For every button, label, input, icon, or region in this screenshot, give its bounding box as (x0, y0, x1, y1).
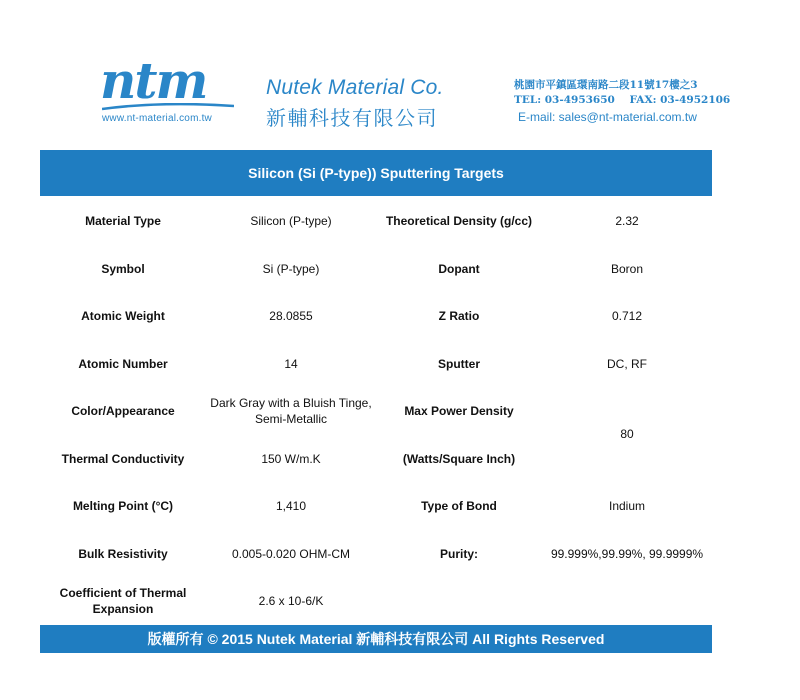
table-row (40, 249, 712, 289)
property-value: Indium (608, 499, 646, 513)
property-label: Z Ratio (438, 309, 480, 323)
property-value: Silicon (P-type) (250, 214, 332, 228)
logo-text: ntm (100, 51, 207, 110)
property-label: Color/Appearance (71, 404, 175, 418)
property-value: 0.005-0.020 OHM-CM (231, 547, 351, 561)
property-label: Material Type (85, 214, 161, 228)
contact-block (514, 78, 730, 108)
property-value: Dark Gray with a Bluish Tinge, Semi-Metallic (210, 396, 372, 426)
address: 桃園市平鎮區環南路二段11號17樓之3 (514, 79, 698, 91)
property-value: 0.712 (611, 309, 643, 323)
property-value: Si (P-type) (262, 262, 320, 276)
property-value: DC, RF (607, 357, 647, 371)
property-label (376, 581, 542, 621)
property-label: Dopant (438, 262, 480, 276)
property-label: Symbol (101, 262, 145, 276)
table-row (40, 201, 712, 241)
table-row (40, 344, 712, 384)
company-logo (100, 51, 240, 130)
table-row (40, 486, 712, 526)
tel-fax: TEL: 03-4953650 FAX: 03-4952106 (514, 94, 731, 106)
property-label: Theoretical Density (g/cc) (385, 214, 533, 228)
page-title: Silicon (Si (P-type)) Sputtering Targets (40, 150, 712, 196)
property-label: Sputter (438, 357, 480, 371)
property-value: 2.6 x 10-6/K (258, 594, 324, 608)
table-row (40, 581, 712, 621)
logo-swoosh-icon (102, 103, 234, 111)
property-value: 150 W/m.K (261, 452, 321, 466)
property-label: Atomic Number (78, 357, 168, 371)
property-label: (Watts/Square Inch) (402, 452, 516, 466)
property-label: Thermal Conductivity (61, 452, 185, 466)
table-row (40, 534, 712, 574)
property-value: 99.999%,99.99%, 99.9999% (550, 547, 704, 561)
company-name-cn: 新輔科技有限公司 (266, 108, 438, 130)
property-label: Bulk Resistivity (78, 547, 168, 561)
property-label: Coefficient of Thermal Expansion (59, 586, 187, 616)
email-link[interactable]: E-mail: sales@nt-material.com.tw (518, 110, 697, 124)
letterhead (0, 0, 800, 150)
property-label: Purity: (439, 547, 478, 561)
property-label: Atomic Weight (81, 309, 165, 323)
company-name: Nutek Material Co. (266, 76, 444, 99)
property-value: 28.0855 (269, 309, 313, 323)
max-power-density-value: 80 (620, 427, 634, 441)
property-value (542, 581, 712, 621)
table-row (40, 296, 712, 336)
property-value: 1,410 (275, 499, 307, 513)
property-value: Boron (610, 262, 644, 276)
property-label: Type of Bond (421, 499, 497, 513)
footer-copyright: 版權所有 © 2015 Nutek Material 新輔科技有限公司 All Rights Reserved (40, 625, 712, 653)
property-label: Max Power Density (404, 404, 514, 418)
property-value: 14 (284, 357, 298, 371)
logo-url: www.nt-material.com.tw (102, 113, 212, 124)
property-label: Melting Point (°C) (72, 499, 174, 513)
property-value: 2.32 (615, 214, 639, 228)
